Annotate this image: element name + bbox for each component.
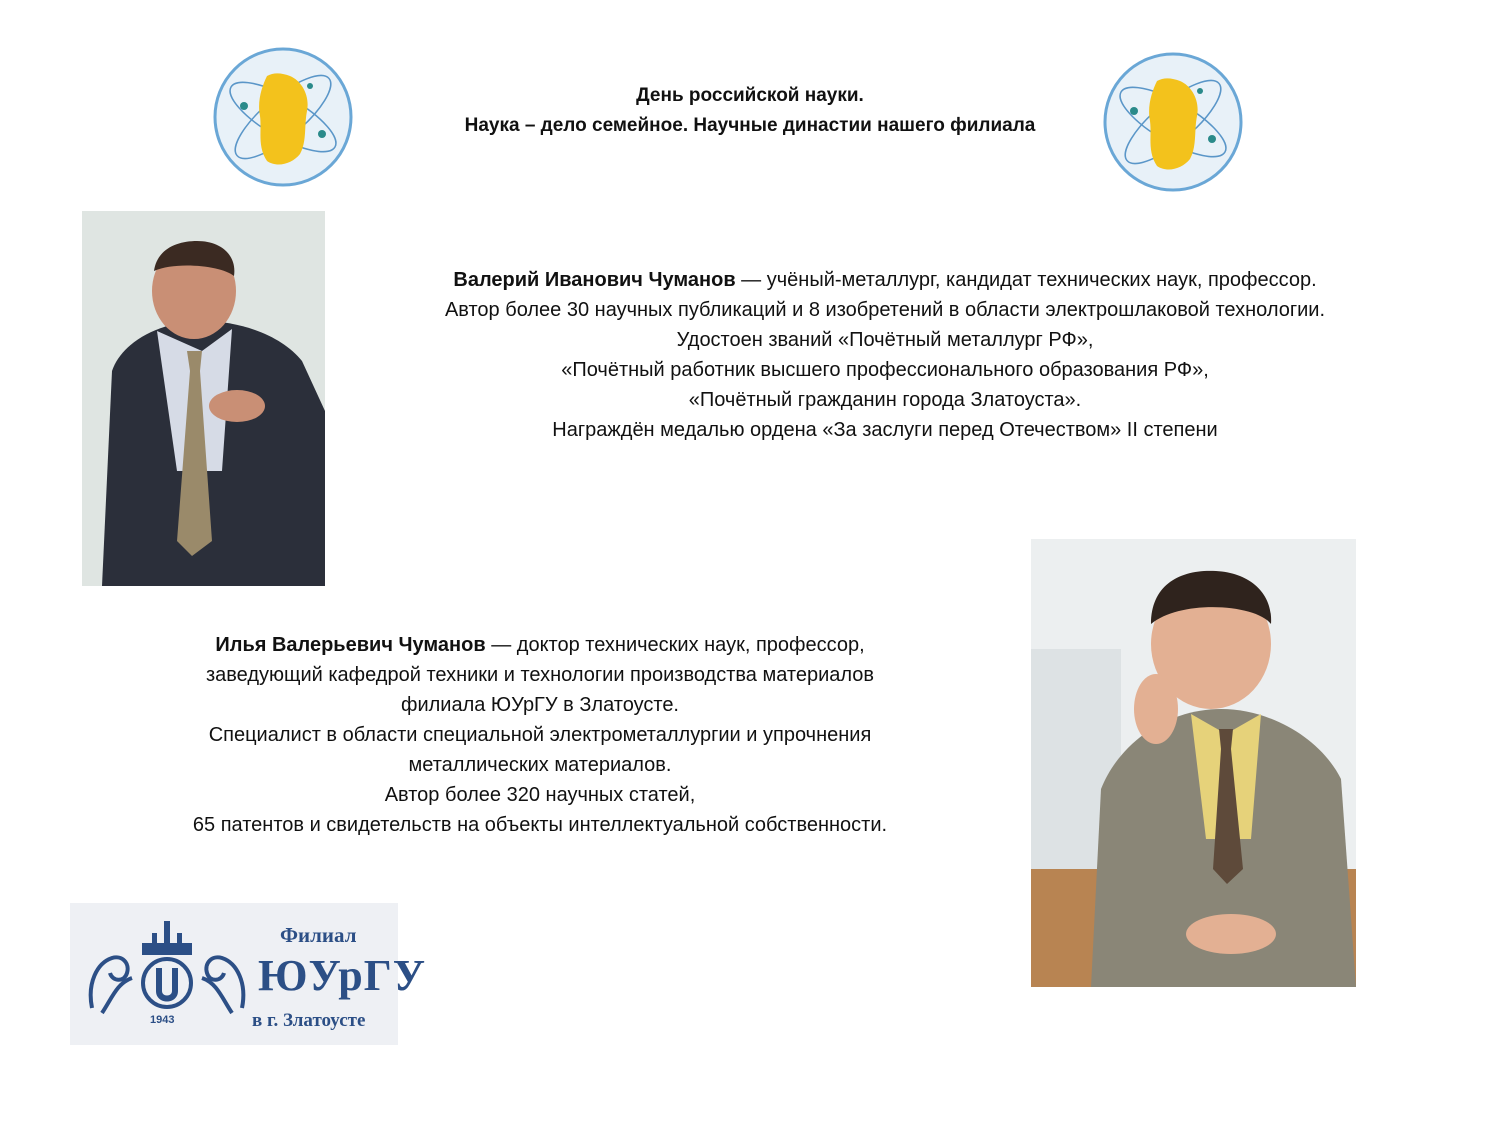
- science-day-emblem-right: [1102, 51, 1244, 193]
- person1-line-1: [350, 265, 1420, 295]
- person2-title: — доктор технических наук, профессор,: [485, 634, 865, 656]
- person1-line: Автор более 30 научных публикаций и 8 изобретений в области электрошлаковой технологии.: [444, 299, 1326, 321]
- portrait-photo-icon: [1031, 539, 1356, 987]
- logo-line-2: ЮУрГУ: [258, 951, 426, 1000]
- emblem-icon: [1102, 51, 1244, 193]
- person2-bio: [120, 630, 960, 840]
- logo-line-1: Филиал: [280, 923, 357, 947]
- person1-photo: [82, 211, 325, 586]
- title-line-1: День российской науки.: [636, 85, 864, 106]
- science-day-emblem-left: [212, 46, 354, 188]
- page-title: [380, 81, 1120, 141]
- person2-line: заведующий кафедрой техники и технологии производства материалов: [205, 664, 875, 686]
- person2-line: металлических материалов.: [408, 754, 672, 776]
- person1-line: Удостоен званий «Почётный металлург РФ»,: [676, 329, 1094, 351]
- title-line-2: Наука – дело семейное. Научные династии нашего филиала: [464, 115, 1036, 136]
- portrait-photo-icon: [82, 211, 325, 586]
- logo-year: 1943: [150, 1014, 175, 1026]
- person2-line: 65 патентов и свидетельств на объекты интеллектуальной собственности.: [192, 814, 888, 836]
- person1-bio: [350, 265, 1420, 445]
- person2-line-1: [120, 630, 960, 660]
- person2-line: филиала ЮУрГУ в Златоусте.: [400, 694, 679, 716]
- logo-line-3: в г. Златоусте: [252, 1010, 366, 1031]
- person1-title: — учёный-металлург, кандидат технических наук, профессор.: [735, 269, 1317, 291]
- person1-line: Награждён медалью ордена «За заслуги перед Отечеством» II степени: [552, 419, 1218, 441]
- person1-line: «Почётный гражданин города Златоуста».: [688, 389, 1082, 411]
- person1-name: Валерий Иванович Чуманов: [453, 269, 736, 291]
- person2-name: Илья Валерьевич Чуманов: [215, 634, 486, 656]
- person2-line: Автор более 320 научных статей,: [384, 784, 696, 806]
- emblem-icon: [212, 46, 354, 188]
- person2-line: Специалист в области специальной электрометаллургии и упрочнения: [208, 724, 872, 746]
- person1-line: «Почётный работник высшего профессионального образования РФ»,: [561, 359, 1209, 381]
- person2-photo: [1031, 539, 1356, 987]
